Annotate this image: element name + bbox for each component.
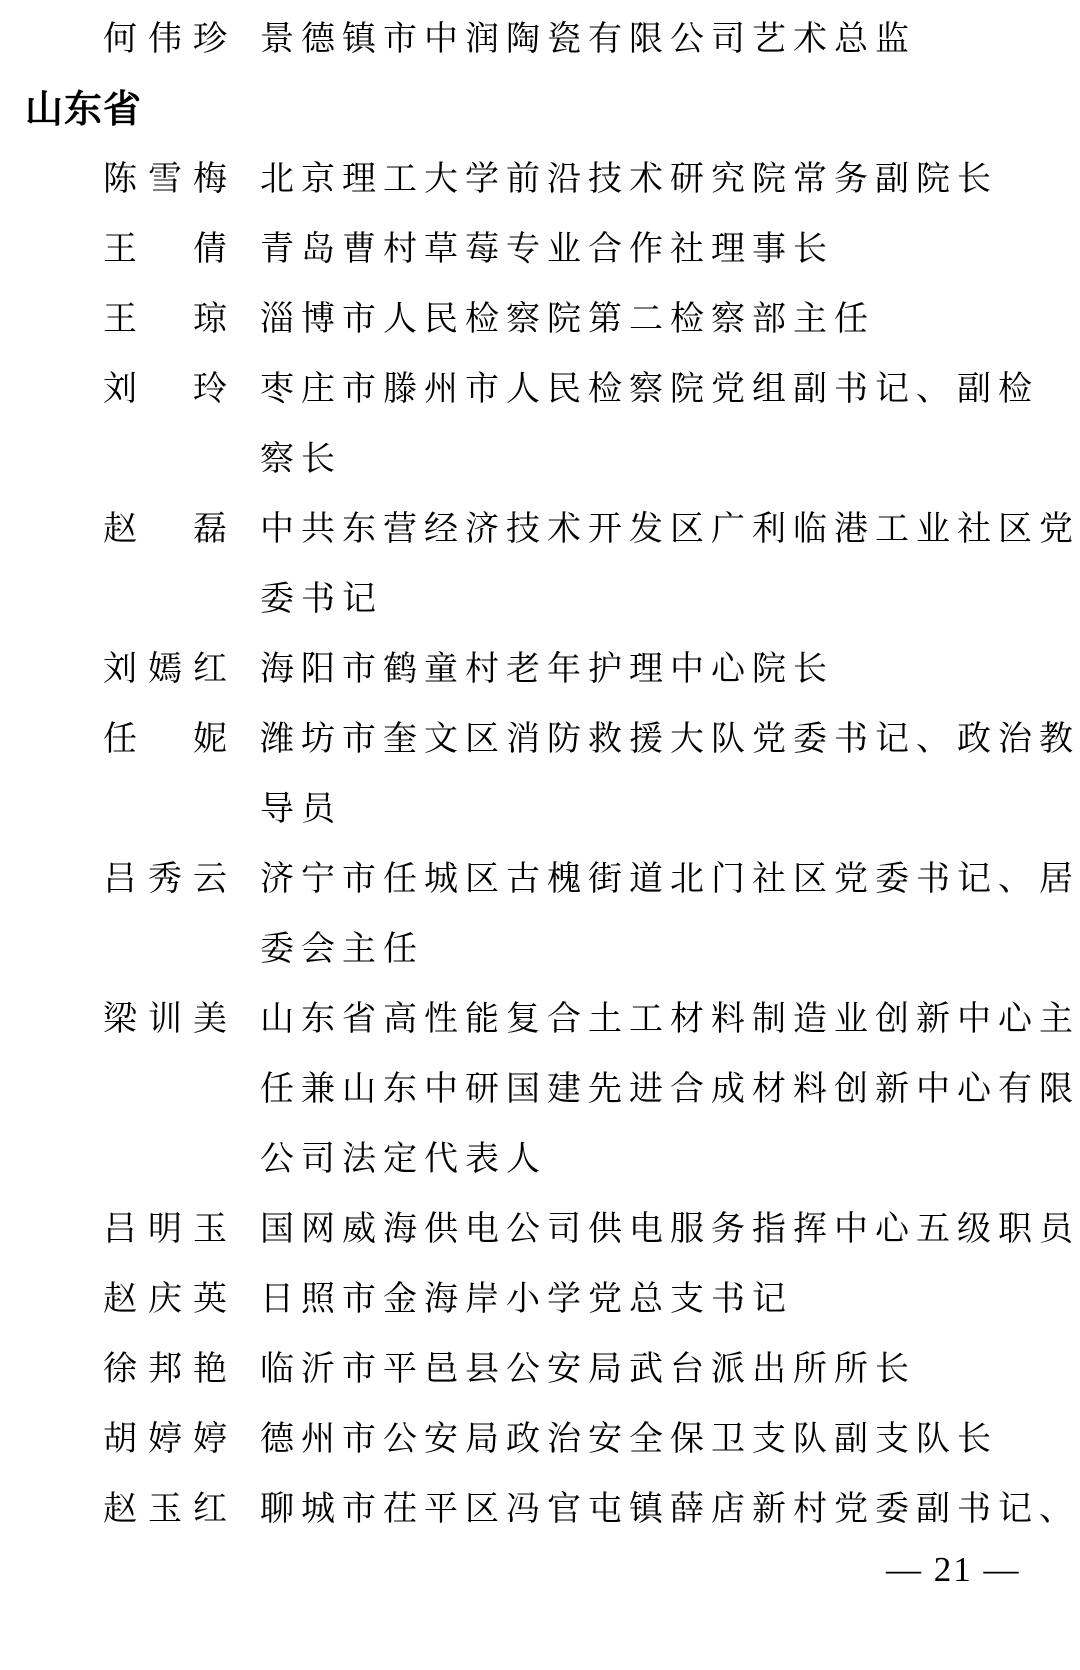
position-line: 海阳市鹤童村老年护理中心院长 (260, 651, 834, 688)
person-name-char: 云 (193, 861, 227, 898)
person-name-char: 珍 (193, 21, 227, 58)
person-name (103, 285, 227, 355)
position-line: 委会主任 (260, 931, 424, 968)
person-name (103, 705, 227, 775)
person-position (260, 285, 1080, 355)
person-position (260, 145, 1080, 215)
roster-entry (0, 1335, 1080, 1405)
person-name-char: 磊 (193, 511, 227, 548)
person-name (103, 845, 227, 915)
person-name-char: 雪 (148, 161, 182, 198)
person-name-char: 秀 (148, 861, 182, 898)
position-line: 济宁市任城区古槐街道北门社区党委书记、居 (260, 861, 1080, 898)
person-name-char: 吕 (103, 1211, 137, 1248)
person-position (260, 1265, 1080, 1335)
person-name-char: 梁 (103, 1001, 137, 1038)
person-position (260, 705, 1080, 845)
person-name-char: 艳 (193, 1351, 227, 1388)
person-position (260, 985, 1080, 1195)
position-line: 枣庄市滕州市人民检察院党组副书记、副检 (260, 371, 1039, 408)
person-name-char: 美 (193, 1001, 227, 1038)
person-name-char: 吕 (103, 861, 137, 898)
roster-entry (0, 355, 1080, 495)
person-name-char: 琼 (193, 301, 227, 338)
person-name-char: 梅 (193, 161, 227, 198)
roster-entry (0, 495, 1080, 635)
person-name-char: 徐 (103, 1351, 137, 1388)
person-name (103, 495, 227, 565)
roster-entry (0, 705, 1080, 845)
roster-entry (0, 1475, 1080, 1545)
section-header-province: 山东省 (25, 89, 143, 131)
position-line: 北京理工大学前沿技术研究院常务副院长 (260, 161, 998, 198)
person-name-char: 任 (103, 721, 137, 758)
position-line: 公司法定代表人 (260, 1141, 547, 1178)
position-line: 聊城市茌平区冯官屯镇薛店新村党委副书记、 (260, 1491, 1080, 1528)
person-name-char: 王 (103, 231, 137, 268)
person-name-char: 赵 (103, 1491, 137, 1528)
person-name (103, 215, 227, 285)
roster-entry (0, 215, 1080, 285)
person-name-char: 英 (193, 1281, 227, 1318)
position-line: 中共东营经济技术开发区广利临港工业社区党 (260, 511, 1080, 548)
person-position (260, 1195, 1080, 1265)
position-line: 导员 (260, 791, 342, 828)
person-name (103, 635, 227, 705)
person-name-char: 倩 (193, 231, 227, 268)
person-position (260, 495, 1080, 635)
roster-entry (0, 1265, 1080, 1335)
person-position (260, 845, 1080, 985)
person-name (103, 355, 227, 425)
person-name-char: 刘 (103, 651, 137, 688)
person-position (260, 5, 1080, 75)
person-name-char: 明 (148, 1211, 182, 1248)
position-line: 青岛曹村草莓专业合作社理事长 (260, 231, 834, 268)
roster-entry (0, 1195, 1080, 1265)
person-name-char: 邦 (148, 1351, 182, 1388)
person-position (260, 1335, 1080, 1405)
roster-content (0, 5, 1080, 1545)
position-line: 察长 (260, 441, 342, 478)
person-name-char: 玉 (193, 1211, 227, 1248)
person-name-char: 训 (148, 1001, 182, 1038)
person-position (260, 1475, 1080, 1545)
position-line: 淄博市人民检察院第二检察部主任 (260, 301, 875, 338)
person-name-char: 何 (103, 21, 137, 58)
person-name-char: 刘 (103, 371, 137, 408)
position-line: 日照市金海岸小学党总支书记 (260, 1281, 793, 1318)
position-line: 德州市公安局政治安全保卫支队副支队长 (260, 1421, 998, 1458)
position-line: 国网威海供电公司供电服务指挥中心五级职员 (260, 1211, 1080, 1248)
person-name-char: 王 (103, 301, 137, 338)
person-position (260, 355, 1080, 495)
person-name-char: 婷 (193, 1421, 227, 1458)
person-name-char: 婷 (148, 1421, 182, 1458)
person-name-char: 伟 (148, 21, 182, 58)
roster-entry (0, 985, 1080, 1195)
person-name-char: 红 (193, 1491, 227, 1528)
person-name-char: 陈 (103, 161, 137, 198)
position-line: 临沂市平邑县公安局武台派出所所长 (260, 1351, 916, 1388)
person-name (103, 985, 227, 1055)
position-line: 景德镇市中润陶瓷有限公司艺术总监 (260, 21, 916, 58)
person-position (260, 635, 1080, 705)
person-name-char: 庆 (148, 1281, 182, 1318)
person-name-char: 赵 (103, 1281, 137, 1318)
roster-entry (0, 285, 1080, 355)
person-name-char: 妮 (193, 721, 227, 758)
position-line: 潍坊市奎文区消防救援大队党委书记、政治教 (260, 721, 1080, 758)
person-name-char: 胡 (103, 1421, 137, 1458)
person-name-char: 赵 (103, 511, 137, 548)
person-name (103, 1475, 227, 1545)
person-name (103, 1265, 227, 1335)
roster-entry (0, 5, 1080, 75)
person-name-char: 红 (193, 651, 227, 688)
roster-entry (0, 635, 1080, 705)
roster-entry (0, 845, 1080, 985)
person-name (103, 145, 227, 215)
person-name-char: 玲 (193, 371, 227, 408)
person-name (103, 1405, 227, 1475)
page-number: — 21 — (886, 1550, 1021, 1589)
position-line: 任兼山东中研国建先进合成材料创新中心有限 (260, 1071, 1080, 1108)
person-name (103, 1335, 227, 1405)
roster-entry (0, 1405, 1080, 1475)
person-position (260, 215, 1080, 285)
person-position (260, 1405, 1080, 1475)
person-name-char: 玉 (148, 1491, 182, 1528)
position-line: 山东省高性能复合土工材料制造业创新中心主 (260, 1001, 1080, 1038)
position-line: 委书记 (260, 581, 383, 618)
person-name (103, 5, 227, 75)
person-name-char: 嫣 (148, 651, 182, 688)
roster-entry (0, 145, 1080, 215)
person-name (103, 1195, 227, 1265)
